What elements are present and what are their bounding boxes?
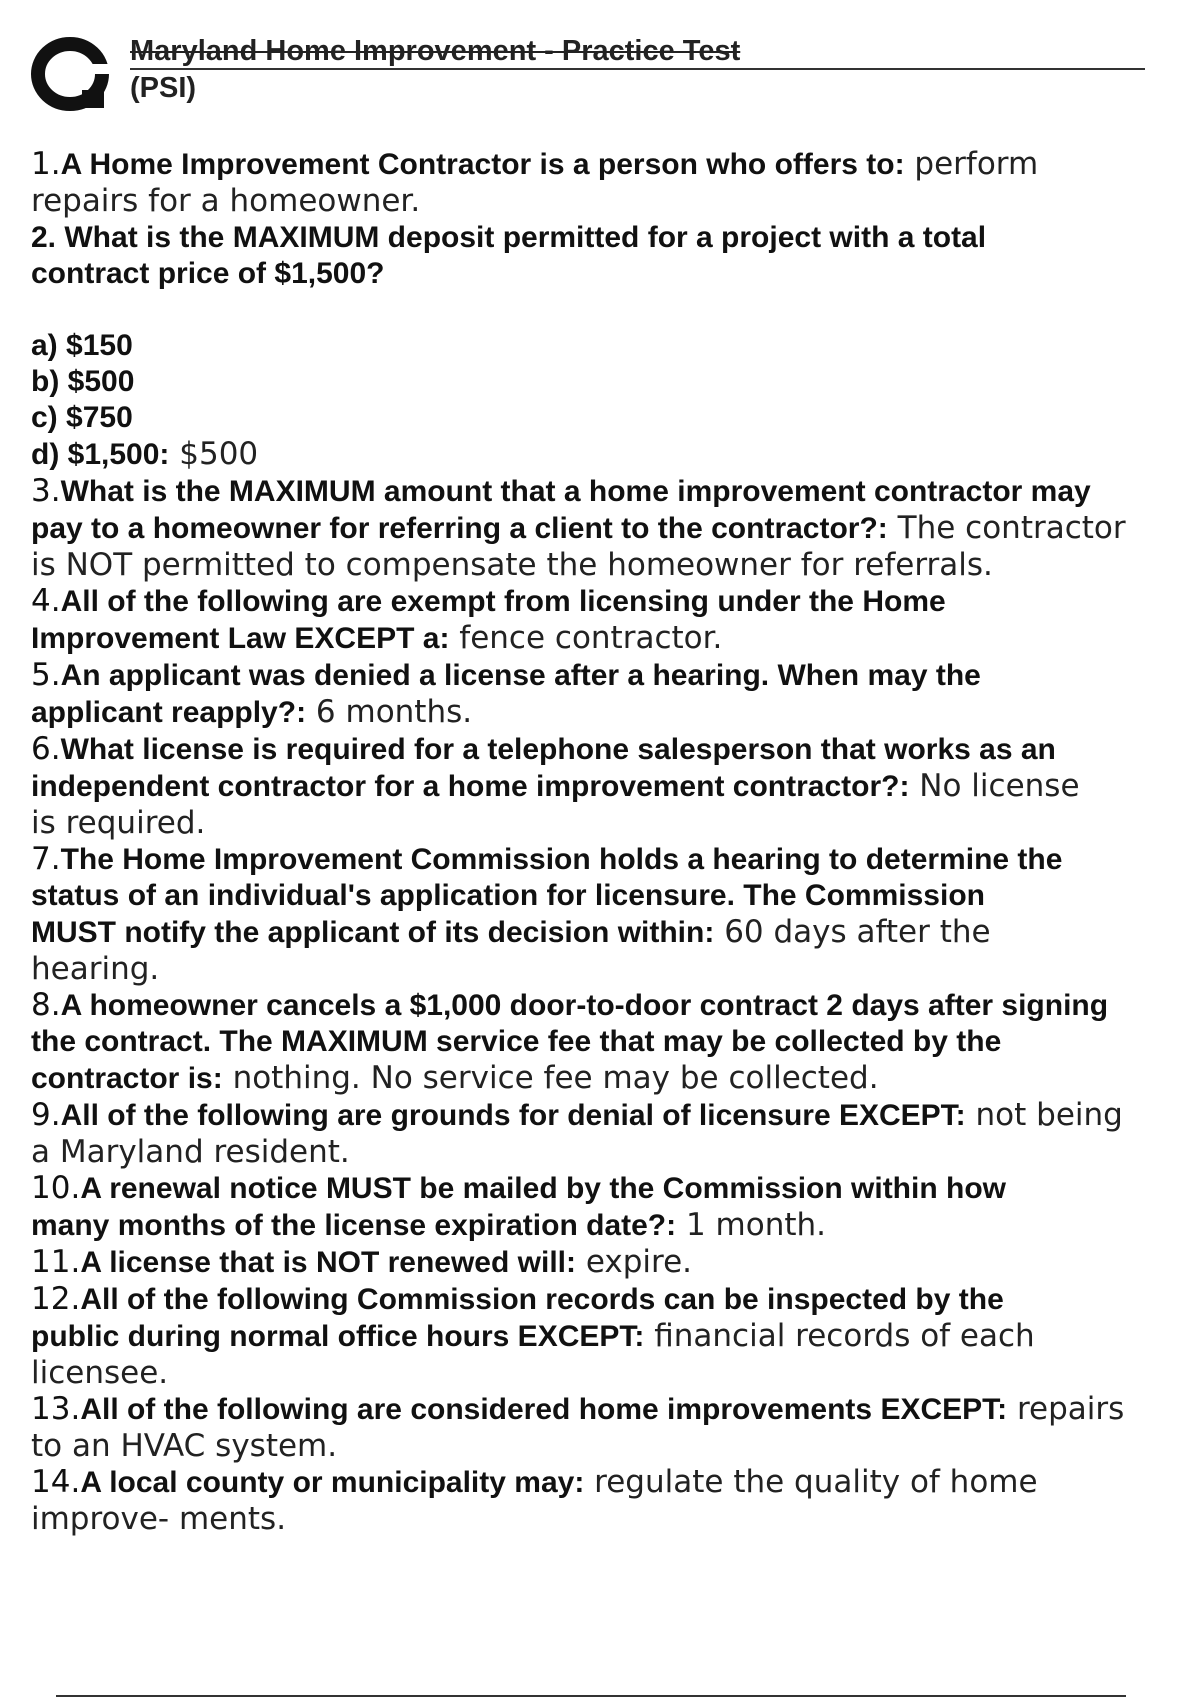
question-9-line-2: a Maryland resident.	[31, 1134, 350, 1170]
question-2-line-1: 2. What is the MAXIMUM deposit permitted for a project with a total	[31, 221, 987, 254]
question-13-line-1: 13.All of the following are considered home improvements EXCEPT: repairs	[31, 1391, 1125, 1427]
question-10-line-2: many months of the license expiration date?: 1 month.	[31, 1207, 827, 1243]
option-b: b) $500	[31, 365, 135, 398]
option-c: c) $750	[31, 401, 133, 434]
question-1-line-1: 1.A Home Improvement Contractor is a person who offers to: perform	[31, 146, 1039, 182]
footer-divider	[56, 1695, 1126, 1697]
question-4-line-1: 4.All of the following are exempt from licensing under the Home	[31, 583, 946, 619]
question-9-line-1: 9.All of the following are grounds for denial of licensure EXCEPT: not being	[31, 1097, 1123, 1133]
title-block	[130, 34, 1145, 106]
q-logo-icon	[30, 34, 112, 116]
question-10-line-1: 10.A renewal notice MUST be mailed by the Commission within how	[31, 1170, 1006, 1206]
question-7-line-4: hearing.	[31, 951, 160, 987]
option-a: a) $150	[31, 329, 133, 362]
question-7-line-1: 7.The Home Improvement Commission holds a hearing to determine the	[31, 841, 1063, 877]
option-d: d) $1,500: $500	[31, 436, 259, 472]
question-6-line-2: independent contractor for a home improvement contractor?: No license	[31, 768, 1080, 804]
question-2-line-2: contract price of $1,500?	[31, 257, 385, 290]
page-subtitle: (PSI)	[130, 72, 197, 104]
question-13-line-2: to an HVAC system.	[31, 1428, 338, 1464]
question-4-line-2: Improvement Law EXCEPT a: fence contractor.	[31, 620, 723, 656]
question-list	[31, 146, 1200, 1537]
question-14-line-2: improve- ments.	[31, 1501, 287, 1537]
question-3-line-1: 3.What is the MAXIMUM amount that a home improvement contractor may	[31, 473, 1091, 509]
question-12-line-2: public during normal office hours EXCEPT: financial records of each	[31, 1318, 1035, 1354]
question-8-line-1: 8.A homeowner cancels a $1,000 door-to-door contract 2 days after signing	[31, 987, 1109, 1023]
page-header	[30, 30, 1145, 120]
question-6-line-1: 6.What license is required for a telephone salesperson that works as an	[31, 731, 1056, 767]
spacer	[31, 292, 1200, 328]
question-11-line-1: 11.A license that is NOT renewed will: expire.	[31, 1244, 693, 1280]
question-12-line-1: 12.All of the following Commission records can be inspected by the	[31, 1281, 1004, 1317]
question-6-line-3: is required.	[31, 805, 206, 841]
question-8-line-3: contractor is: nothing. No service fee may be collected.	[31, 1060, 879, 1096]
question-5-line-2: applicant reapply?: 6 months.	[31, 694, 473, 730]
question-1-line-2: repairs for a homeowner.	[31, 183, 421, 219]
page-title: Maryland Home Improvement - Practice Test	[130, 34, 1145, 70]
question-8-line-2: the contract. The MAXIMUM service fee that may be collected by the	[31, 1025, 1002, 1058]
question-7-line-3: MUST notify the applicant of its decision within: 60 days after the	[31, 914, 991, 950]
question-12-line-3: licensee.	[31, 1355, 169, 1391]
question-3-line-2: pay to a homeowner for referring a client to the contractor?: The contractor	[31, 510, 1126, 546]
question-14-line-1: 14.A local county or municipality may: regulate the quality of home	[31, 1464, 1038, 1500]
question-3-line-3: is NOT permitted to compensate the homeowner for referrals.	[31, 547, 993, 583]
question-7-line-2: status of an individual's application for licensure. The Commission	[31, 879, 985, 912]
question-5-line-1: 5.An applicant was denied a license after a hearing. When may the	[31, 657, 981, 693]
